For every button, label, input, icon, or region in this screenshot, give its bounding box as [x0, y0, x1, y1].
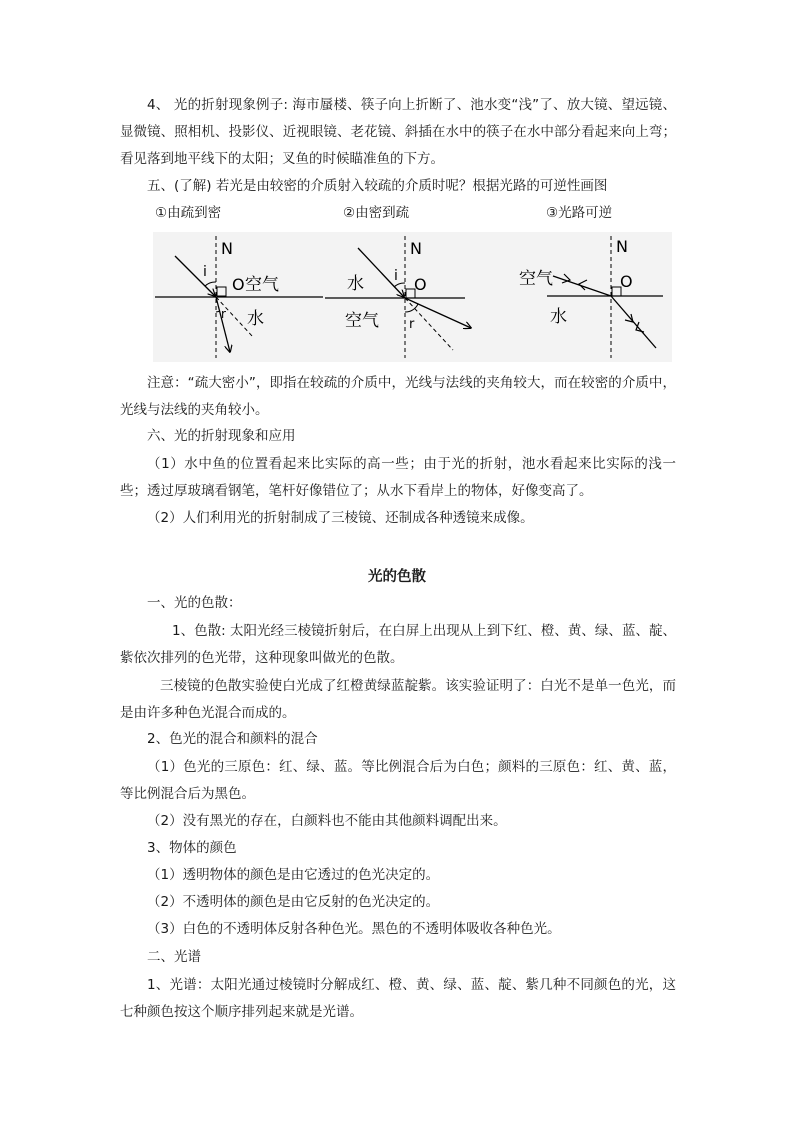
normal-label: N	[221, 239, 233, 258]
air-label: 空气	[519, 269, 553, 289]
section6-item-1: （1）水中鱼的位置看起来比实际的高一些；由于光的折射，池水看起来比实际的浅一些；透过厚玻璃看钢笔，笔杆好像错位了；从水下看岸上的物体，好像变高了。	[120, 456, 676, 499]
right-angle-mark	[217, 287, 226, 296]
section6-item-2: （2）人们利用光的折射制成了三棱镜、还制成各种透镜来成像。	[147, 510, 534, 526]
incidence-label: i	[394, 268, 398, 284]
refraction-label: r	[221, 307, 226, 321]
caption-reversible-path: ③光路可逆	[546, 205, 613, 221]
caption-sparse-to-dense: ①由疏到密	[155, 205, 222, 221]
primary-colors: （1）色光的三原色：红、绿、蓝。等比例混合后为白色；颜料的三原色：红、黄、蓝，等比例混合后为黑色。	[120, 759, 676, 802]
dispersion-definition: 1、色散: 太阳光经三棱镜折射后，在白屏上出现从上到下红、橙、黄、绿、蓝、靛、紫依次排列的色光带，这种现象叫做光的色散。	[120, 623, 676, 666]
panel-dense-to-sparse	[325, 236, 471, 358]
water-label: 水	[550, 307, 567, 327]
water-label: 水	[247, 309, 264, 329]
refraction-diagram	[153, 232, 672, 362]
opaque-color: （2）不透明体的颜色是由它反射的色光决定的。	[147, 894, 440, 910]
arrow-back-water	[636, 322, 644, 332]
spectrum-definition: 1、光谱：太阳光通过棱镜时分解成红、橙、黄、绿、蓝、靛、紫几种不同颜色的光，这七种颜色按这个顺序排列起来就是光谱。	[120, 977, 676, 1020]
dispersion-heading-1: 一、光的色散：	[147, 595, 242, 611]
transparent-color: （1）透明物体的颜色是由它透过的色光决定的。	[147, 867, 440, 883]
caption-dense-to-sparse: ②由密到疏	[343, 205, 410, 221]
section4-paragraph: 4、 光的折射现象例子: 海市蜃楼、筷子向上折断了、池水变“浅”了、放大镜、望远镜、显微镜、照相机、投影仪、近视眼镜、老花镜、斜插在水中的筷子在水中部分看起来向上弯；看见落到地平线下的太阳；叉鱼的时候瞄准鱼的下方。	[120, 97, 676, 167]
dispersion-title: 光的色散	[368, 569, 426, 585]
incidence-angle-arc	[205, 282, 216, 286]
air-label: 空气	[345, 311, 379, 331]
normal-label: N	[410, 239, 422, 258]
air-ray	[553, 276, 611, 296]
refracted-ray	[405, 298, 471, 328]
refraction-label: r	[409, 317, 415, 332]
arrow-back-air	[579, 280, 587, 290]
section5-heading: 五、(了解) 若光是由较密的介质射入较疏的介质时呢？根据光路的可逆性画图	[147, 178, 608, 194]
point-label: O	[414, 275, 427, 294]
point-label: O	[620, 272, 633, 291]
air-label: 空气	[245, 275, 279, 295]
water-label: 水	[347, 274, 364, 294]
section6-heading: 六、光的折射现象和应用	[147, 428, 296, 444]
prism-experiment: 三棱镜的色散实验使白光成了红橙黄绿蓝靛紫。该实验证明了：白光不是单一色光，而是由许多种色光混合而成的。	[120, 678, 676, 721]
panel-reversible-path	[519, 236, 663, 358]
normal-label: N	[616, 237, 628, 256]
incidence-label: i	[203, 264, 207, 280]
point-label: O	[232, 275, 245, 294]
object-color-heading: 3、物体的颜色	[147, 840, 237, 856]
white-black-objects: （3）白色的不透明体反射各种色光。黑色的不透明体吸收各种色光。	[147, 921, 561, 937]
note-paragraph: 注意：“疏大密小”，即指在较疏的介质中，光线与法线的夹角较大，而在较密的介质中，光线与法线的夹角较小。	[120, 375, 676, 418]
no-black-light: （2）没有黑光的存在，白颜料也不能由其他颜料调配出来。	[147, 813, 507, 829]
mixing-heading: 2、色光的混合和颜料的混合	[147, 731, 318, 747]
panel-sparse-to-dense	[155, 236, 323, 358]
spectrum-heading: 二、光谱	[147, 949, 201, 965]
incident-ray	[175, 256, 215, 296]
